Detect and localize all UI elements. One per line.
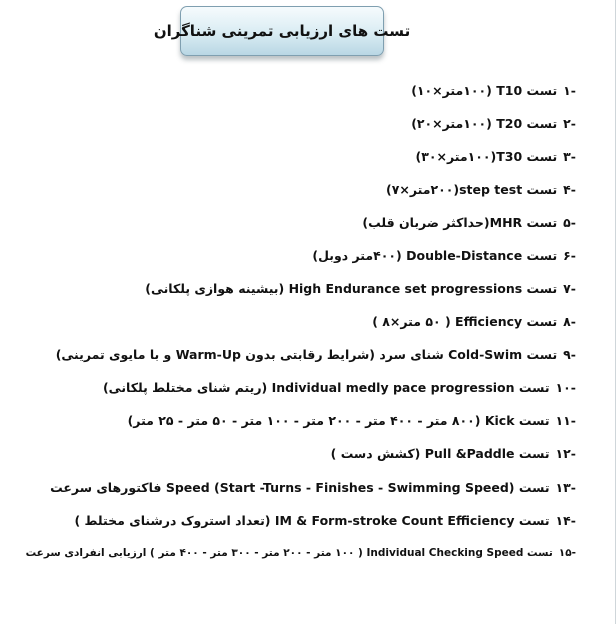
list-item — [312, 244, 576, 266]
list-item — [386, 178, 576, 200]
item-number: ٢- — [563, 115, 576, 131]
item-text: تست Individual medly pace progression (ریتم شنای مختلط پلکانی) — [102, 379, 550, 395]
list-item — [416, 145, 576, 167]
document-title: تست های ارزیابی تمرینی شناگران — [153, 22, 411, 40]
list-item — [372, 310, 576, 332]
list-item — [26, 542, 576, 564]
item-number: ١۴- — [555, 512, 576, 528]
list-item — [331, 442, 576, 464]
item-text: تست Pull &Paddle (کشش دست ) — [330, 445, 550, 461]
item-text: تست IM & Form-stroke Count Efficiency (تعداد استروک درشنای مختلط ) — [74, 512, 550, 528]
list-item — [103, 376, 576, 398]
list-item — [411, 79, 576, 101]
item-number: ٧- — [563, 280, 576, 296]
item-number: ١١- — [555, 412, 576, 428]
item-text: تست Individual Checking Speed ( ١٠٠ متر - ٢٠٠ متر - ٣٠٠ متر - ۴٠٠ متر ) ارزیابی انفرادی سرعت — [25, 547, 553, 559]
list-item — [128, 409, 576, 431]
item-text: تست T20 (١٠٠متر×٢٠) — [411, 115, 558, 131]
item-number: ١۵- — [558, 547, 576, 559]
item-number: ٨- — [563, 313, 576, 329]
item-text: تست Speed (Start -Turns - Finishes - Swimming Speed) فاکتورهای سرعت — [50, 479, 550, 495]
item-number: ٣- — [563, 148, 576, 164]
item-text: تست step test(٢٠٠متر×٧) — [386, 181, 558, 197]
item-number: ۶- — [563, 247, 576, 263]
item-text: تست T30(١٠٠متر×٣٠) — [415, 148, 558, 164]
item-text: تست High Endurance set progressions (بیشینه هوازی پلکانی) — [145, 280, 558, 296]
item-number: ١٠- — [555, 379, 576, 395]
item-text: تست Kick (٨٠٠ متر - ۴٠٠ متر - ٢٠٠ متر - ١٠٠ متر - ۵٠ متر - ٢۵ متر) — [127, 412, 550, 428]
item-number: ١٢- — [555, 445, 576, 461]
item-text: تست Double-Distance (۴٠٠متر دوبل) — [312, 247, 558, 263]
item-number: ۵- — [563, 214, 576, 230]
item-text: تست Cold-Swim شنای سرد (شرایط رقابتی بدون Warm-Up و با مایوی تمرینی) — [55, 346, 558, 362]
list-item — [411, 112, 576, 134]
list-item — [74, 509, 576, 531]
item-number: ١٣- — [555, 479, 576, 495]
list-item — [362, 211, 576, 233]
list-item — [56, 343, 576, 365]
item-text: تست MHR(حداکثر ضربان قلب) — [362, 214, 558, 230]
list-item — [50, 476, 576, 498]
item-number: ٩- — [563, 346, 576, 362]
item-number: ١- — [563, 82, 576, 98]
item-text: تست T10 (١٠٠متر×١٠) — [411, 82, 558, 98]
item-text: تست Efficiency ( ۵٠ متر×٨ ) — [372, 313, 558, 329]
list-item — [145, 277, 576, 299]
item-number: ۴- — [563, 181, 576, 197]
